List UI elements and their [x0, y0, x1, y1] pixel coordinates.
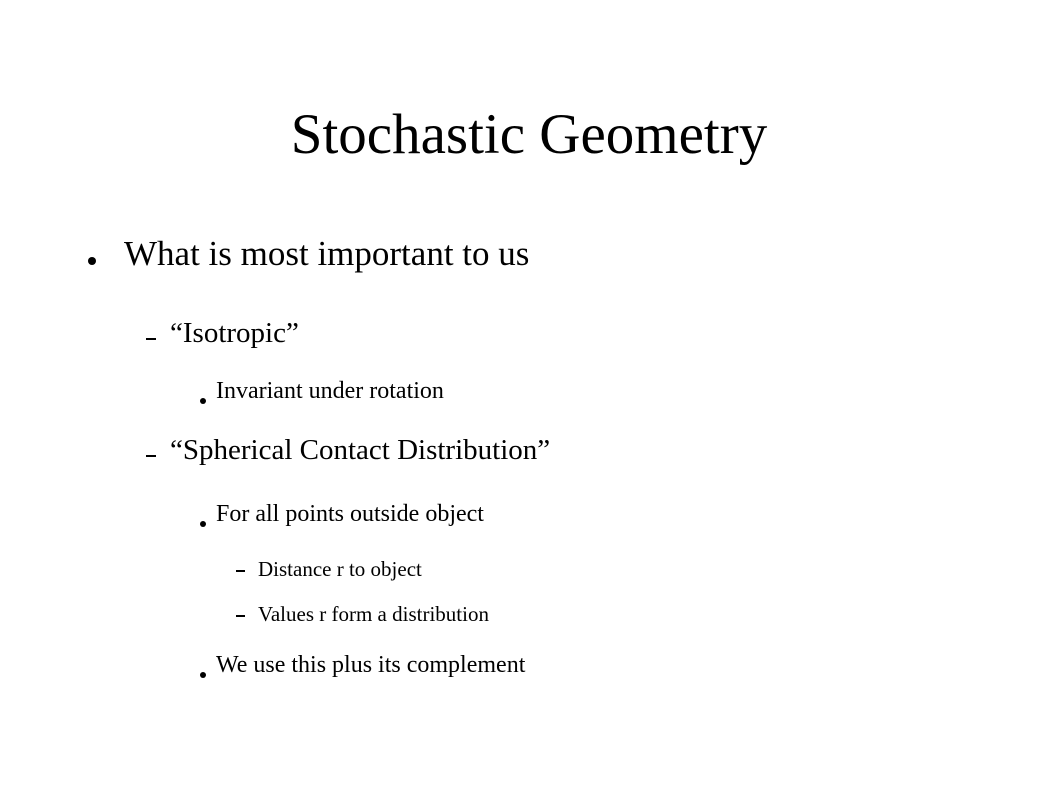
bullet-icon: [88, 252, 96, 270]
dash-icon: [146, 455, 156, 457]
list-item-level3: For all points outside object: [216, 501, 484, 527]
dash-icon: [236, 615, 245, 617]
list-item-level4: Distance r to object: [258, 557, 422, 581]
list-item-level1: What is most important to us: [124, 234, 530, 273]
list-item-level2: “Spherical Contact Distribution”: [170, 434, 551, 466]
bullet-icon: [200, 514, 206, 532]
list-item-level2: “Isotropic”: [170, 317, 299, 349]
dash-icon: [236, 570, 245, 572]
bullet-icon: [200, 391, 206, 409]
list-item-level4: Values r form a distribution: [258, 602, 489, 626]
bullet-icon: [200, 665, 206, 683]
slide-title: Stochastic Geometry: [290, 103, 768, 166]
list-item-level3: Invariant under rotation: [216, 378, 444, 404]
dash-icon: [146, 338, 156, 340]
list-item-level3: We use this plus its complement: [216, 652, 526, 678]
